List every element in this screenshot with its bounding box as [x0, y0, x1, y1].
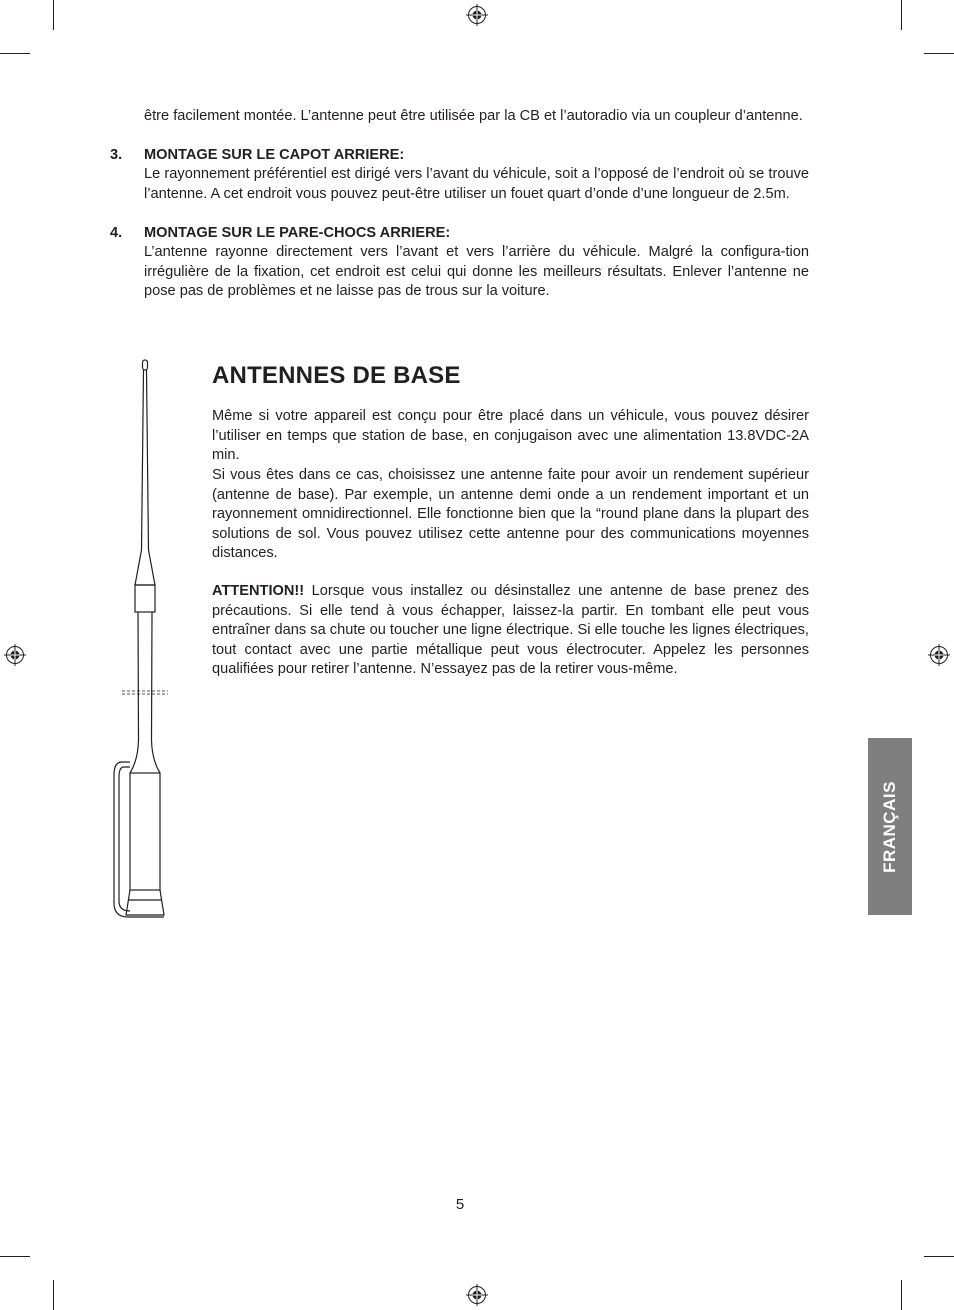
crop-mark [0, 1256, 30, 1257]
warning-text: Lorsque vous installez ou désinstallez une antenne de base prenez des précautions. Si elle tend à vous échapper, laissez-la partir. En tombant elle peut vous entraîner dans sa chute ou toucher une ligne électrique. Si elle touche les lignes électriques, tout contact avec une partie métallique peut vous électrocuter. Appelez les personnes qualifiées pour retirer l’antenne. N’essayez pas de la retirer vous-même. [212, 583, 809, 677]
crop-mark [901, 0, 902, 30]
crop-mark [53, 1280, 54, 1310]
item-text: Le rayonnement préférentiel est dirigé vers l’avant du véhicule, soit a l’opposé de l’endroit où se trouve l’antenne. A cet endroit vous pouvez peut-être utiliser un fouet quart d’onde d’une longueur de 2.5m. [144, 166, 809, 202]
warning-paragraph [212, 582, 809, 680]
registration-mark-icon [4, 644, 26, 666]
section-paragraph: Si vous êtes dans ce cas, choisissez une antenne faite pour avoir un rendement supérieur (antenne de base). Par exemple, un antenne demi onde a un rendement important et un rayonnement omnidirectionnel. Elle fonctionne bien que la “round plane dans la plupart des solutions de sol. Vous pouvez utilisez cette antenne pour des communications moyennes distances. [212, 467, 809, 561]
registration-mark-icon [466, 1284, 488, 1306]
item-heading: MONTAGE SUR LE PARE-CHOCS ARRIERE: [144, 225, 451, 241]
item-number: 3. [110, 147, 123, 163]
page-number: 5 [455, 1196, 465, 1213]
intro-paragraph: être facilement montée. L’antenne peut être utilisée par la CB et l’autoradio via un coupleur d’antenne. [144, 108, 803, 124]
registration-mark-icon [466, 4, 488, 26]
base-antenna-illustration [100, 355, 180, 920]
item-text: L’antenne rayonne directement vers l’avant et vers l’arrière du véhicule. Malgré la configura-tion irrégulière de la fixation, cet endroit est celui qui donne les meilleurs résultats. Enlever l’antenne ne pose pas de problèmes et ne laisse pas de trous sur la voiture. [144, 244, 809, 299]
registration-mark-icon [928, 644, 950, 666]
crop-mark [53, 0, 54, 30]
section-title: ANTENNES DE BASE [212, 362, 461, 389]
item-number: 4. [110, 225, 123, 241]
item-heading: MONTAGE SUR LE CAPOT ARRIERE: [144, 147, 405, 163]
section-paragraph: Même si votre appareil est conçu pour être placé dans un véhicule, vous pouvez désirer l’utiliser en temps que station de base, en conjugaison avec une alimentation 13.8VDC-2A min. [212, 408, 809, 463]
warning-label: ATTENTION!! [212, 583, 305, 599]
language-tab-label: FRANÇAIS [880, 780, 899, 873]
language-tab [868, 738, 912, 915]
crop-mark [0, 53, 30, 54]
crop-mark [901, 1280, 902, 1310]
crop-mark [924, 1256, 954, 1257]
crop-mark [924, 53, 954, 54]
